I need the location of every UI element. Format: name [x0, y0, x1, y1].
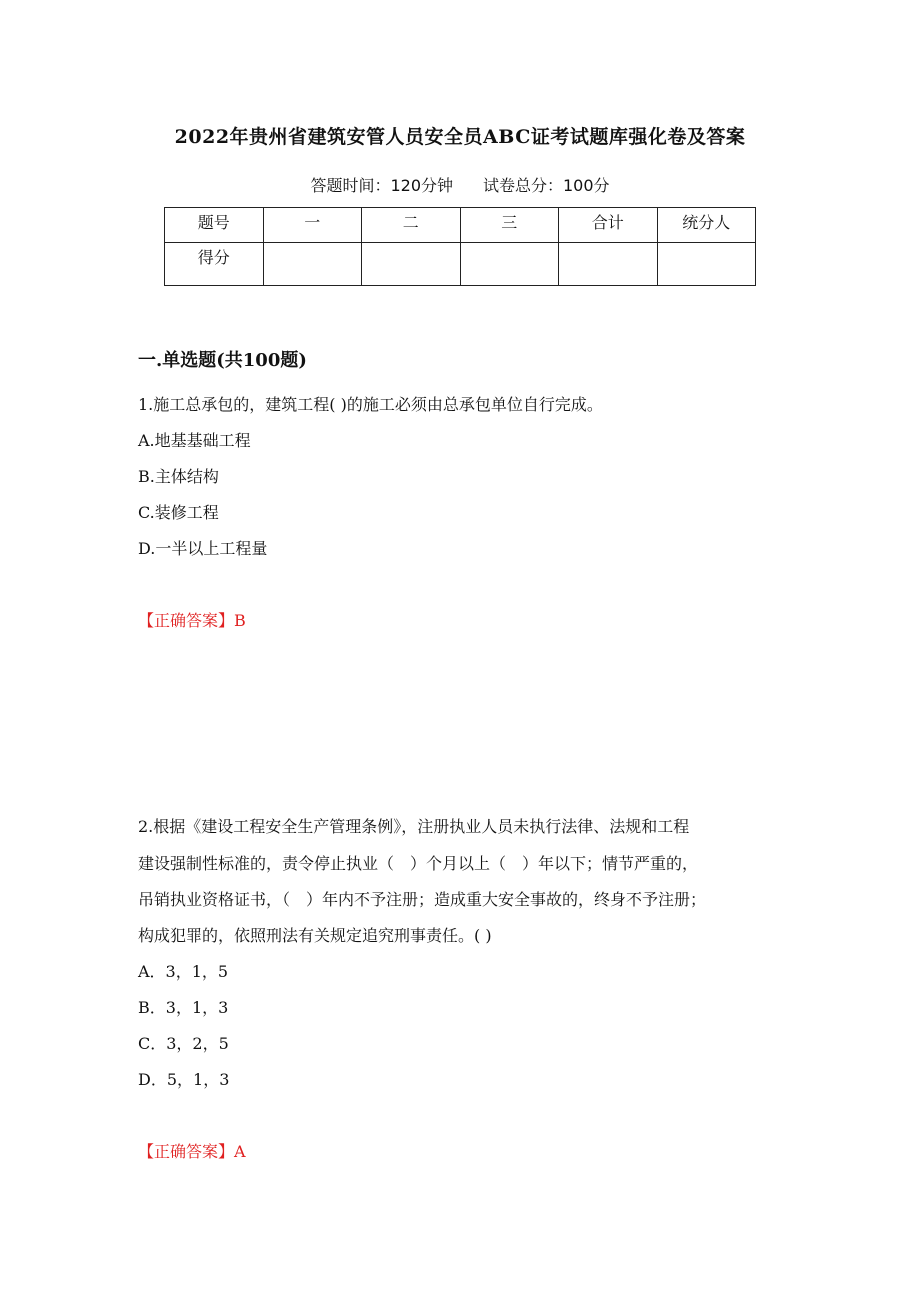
question-2-stem-line: 建设强制性标准的，责令停止执业（ ）个月以上（ ）年以下；情节严重的，: [138, 854, 699, 873]
question-2-answer: 【正确答案】A: [138, 1142, 246, 1161]
score-cell: [657, 243, 756, 286]
score-header-cell: 统分人: [657, 208, 756, 243]
question-1-answer: 【正确答案】B: [138, 611, 246, 630]
score-cell: [362, 243, 461, 286]
score-header-cell: 三: [460, 208, 559, 243]
score-table-header-row: [165, 208, 756, 243]
question-2-stem-line: 吊销执业资格证书，（ ）年内不予注册；造成重大安全事故的，终身不予注册；: [138, 890, 707, 909]
score-cell: [263, 243, 362, 286]
score-table-score-row: [165, 243, 756, 286]
question-1-stem: 1.施工总承包的，建筑工程( )的施工必须由总承包单位自行完成。: [138, 395, 603, 414]
section-title: 一.单选题(共100题): [138, 350, 307, 371]
exam-time: 答题时间：120分钟: [310, 176, 453, 195]
score-row-label: 得分: [165, 243, 264, 286]
question-2-stem-line: 构成犯罪的，依照刑法有关规定追究刑事责任。( ): [138, 926, 492, 945]
exam-total-score: 试卷总分：100分: [483, 176, 610, 195]
score-header-cell: 题号: [165, 208, 264, 243]
score-header-cell: 合计: [559, 208, 658, 243]
question-2-option-c: C．3，2，5: [138, 1034, 229, 1053]
question-2-stem-line: 2.根据《建设工程安全生产管理条例》，注册执业人员未执行法律、法规和工程: [138, 817, 690, 836]
question-1-option-b: B.主体结构: [138, 467, 219, 486]
score-cell: [559, 243, 658, 286]
document-title: 2022年贵州省建筑安管人员安全员ABC证考试题库强化卷及答案: [174, 126, 746, 148]
score-cell: [460, 243, 559, 286]
question-1-option-d: D.一半以上工程量: [138, 539, 268, 558]
exam-meta: [0, 173, 920, 196]
score-header-cell: 一: [263, 208, 362, 243]
question-1-option-c: C.装修工程: [138, 503, 219, 522]
question-2-option-b: B．3，1，3: [138, 998, 229, 1017]
question-2-option-a: A．3，1，5: [138, 962, 229, 981]
question-1-option-a: A.地基基础工程: [138, 431, 251, 450]
question-2-option-d: D．5，1，3: [138, 1070, 230, 1089]
score-table: [164, 207, 756, 286]
score-header-cell: 二: [362, 208, 461, 243]
